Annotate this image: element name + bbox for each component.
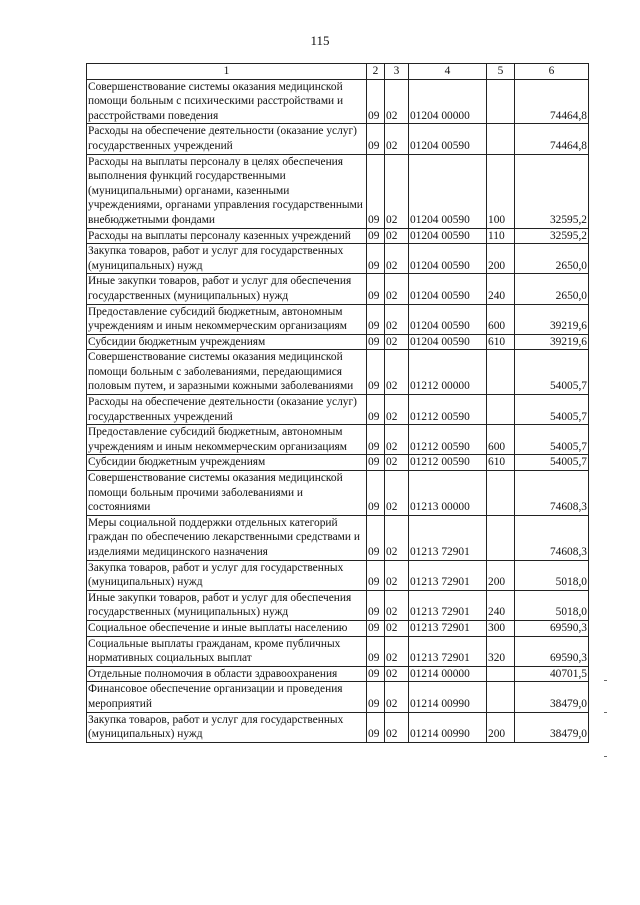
row-description: Расходы на выплаты персоналу в целях обеспечения выполнения функций государственными (муниципальными) органами, казенными учреждениями, органами управления государственными внебюджетными фондами xyxy=(87,154,367,228)
row-expense-type xyxy=(487,682,515,712)
row-target-code: 01214 00000 xyxy=(409,666,487,682)
column-header-4: 4 xyxy=(409,64,487,80)
row-target-code: 01204 00590 xyxy=(409,124,487,154)
table-row xyxy=(87,620,589,636)
row-description: Социальное обеспечение и иные выплаты населению xyxy=(87,620,367,636)
row-expense-type: 320 xyxy=(487,636,515,666)
row-target-code: 01213 72901 xyxy=(409,515,487,560)
budget-table xyxy=(86,63,589,743)
row-amount: 5018,0 xyxy=(515,560,589,590)
row-target-code: 01204 00590 xyxy=(409,228,487,244)
row-amount: 54005,7 xyxy=(515,350,589,395)
row-target-code: 01213 72901 xyxy=(409,590,487,620)
row-amount: 5018,0 xyxy=(515,590,589,620)
row-section: 09 xyxy=(367,636,385,666)
row-description: Меры социальной поддержки отдельных категорий граждан по обеспечению лекарственными средствами и изделиями медицинского назначения xyxy=(87,515,367,560)
row-expense-type: 610 xyxy=(487,334,515,350)
row-target-code: 01204 00000 xyxy=(409,79,487,124)
row-description: Совершенствование системы оказания медицинской помощи больным прочими заболеваниями и состояниями xyxy=(87,471,367,516)
row-amount: 38479,0 xyxy=(515,712,589,742)
row-expense-type: 600 xyxy=(487,425,515,455)
column-header-1: 1 xyxy=(87,64,367,80)
row-expense-type: 100 xyxy=(487,154,515,228)
page-number: 115 xyxy=(310,33,330,48)
row-subsection: 02 xyxy=(385,124,409,154)
row-target-code: 01214 00990 xyxy=(409,682,487,712)
row-subsection: 02 xyxy=(385,274,409,304)
table-row xyxy=(87,79,589,124)
row-subsection: 02 xyxy=(385,682,409,712)
row-description: Субсидии бюджетным учреждениям xyxy=(87,455,367,471)
table-row xyxy=(87,471,589,516)
row-target-code: 01212 00000 xyxy=(409,350,487,395)
row-section: 09 xyxy=(367,560,385,590)
row-subsection: 02 xyxy=(385,154,409,228)
row-expense-type xyxy=(487,124,515,154)
row-description: Закупка товаров, работ и услуг для государственных (муниципальных) нужд xyxy=(87,712,367,742)
table-row xyxy=(87,455,589,471)
row-target-code: 01204 00590 xyxy=(409,244,487,274)
row-target-code: 01213 72901 xyxy=(409,620,487,636)
row-expense-type xyxy=(487,395,515,425)
row-subsection: 02 xyxy=(385,590,409,620)
row-amount: 74608,3 xyxy=(515,471,589,516)
row-target-code: 01212 00590 xyxy=(409,455,487,471)
row-amount: 38479,0 xyxy=(515,682,589,712)
row-description: Иные закупки товаров, работ и услуг для обеспечения государственных (муниципальных) нужд xyxy=(87,590,367,620)
row-subsection: 02 xyxy=(385,334,409,350)
column-header-5: 5 xyxy=(487,64,515,80)
row-description: Субсидии бюджетным учреждениям xyxy=(87,334,367,350)
row-target-code: 01214 00990 xyxy=(409,712,487,742)
row-description: Социальные выплаты гражданам, кроме публичных нормативных социальных выплат xyxy=(87,636,367,666)
row-amount: 54005,7 xyxy=(515,455,589,471)
table-row xyxy=(87,425,589,455)
row-description: Иные закупки товаров, работ и услуг для обеспечения государственных (муниципальных) нужд xyxy=(87,274,367,304)
row-subsection: 02 xyxy=(385,560,409,590)
row-subsection: 02 xyxy=(385,79,409,124)
row-expense-type xyxy=(487,79,515,124)
row-expense-type: 240 xyxy=(487,590,515,620)
row-section: 09 xyxy=(367,350,385,395)
row-section: 09 xyxy=(367,79,385,124)
header-row xyxy=(87,64,589,80)
row-expense-type: 610 xyxy=(487,455,515,471)
row-description: Расходы на обеспечение деятельности (оказание услуг) государственных учреждений xyxy=(87,124,367,154)
row-target-code: 01213 72901 xyxy=(409,560,487,590)
row-amount: 74464,8 xyxy=(515,124,589,154)
row-section: 09 xyxy=(367,228,385,244)
row-subsection: 02 xyxy=(385,425,409,455)
row-target-code: 01213 72901 xyxy=(409,636,487,666)
row-expense-type: 200 xyxy=(487,560,515,590)
row-amount: 2650,0 xyxy=(515,244,589,274)
row-amount: 32595,2 xyxy=(515,154,589,228)
scan-mark xyxy=(604,712,607,713)
row-section: 09 xyxy=(367,395,385,425)
table-row xyxy=(87,666,589,682)
scan-mark xyxy=(604,756,607,757)
row-amount: 2650,0 xyxy=(515,274,589,304)
row-amount: 54005,7 xyxy=(515,425,589,455)
table-row xyxy=(87,515,589,560)
table-row xyxy=(87,244,589,274)
row-subsection: 02 xyxy=(385,395,409,425)
table-row xyxy=(87,304,589,334)
table-row xyxy=(87,124,589,154)
row-expense-type: 600 xyxy=(487,304,515,334)
row-subsection: 02 xyxy=(385,471,409,516)
row-section: 09 xyxy=(367,455,385,471)
row-expense-type: 300 xyxy=(487,620,515,636)
row-amount: 40701,5 xyxy=(515,666,589,682)
table-row xyxy=(87,560,589,590)
table-row xyxy=(87,228,589,244)
row-amount: 69590,3 xyxy=(515,620,589,636)
row-expense-type: 240 xyxy=(487,274,515,304)
row-section: 09 xyxy=(367,425,385,455)
table-row xyxy=(87,712,589,742)
row-section: 09 xyxy=(367,334,385,350)
row-description: Расходы на обеспечение деятельности (оказание услуг) государственных учреждений xyxy=(87,395,367,425)
table-row xyxy=(87,682,589,712)
row-expense-type: 200 xyxy=(487,244,515,274)
row-amount: 39219,6 xyxy=(515,334,589,350)
row-section: 09 xyxy=(367,620,385,636)
table-row xyxy=(87,590,589,620)
table-row xyxy=(87,395,589,425)
row-expense-type xyxy=(487,666,515,682)
row-subsection: 02 xyxy=(385,228,409,244)
column-header-2: 2 xyxy=(367,64,385,80)
row-section: 09 xyxy=(367,274,385,304)
column-header-6: 6 xyxy=(515,64,589,80)
row-description: Предоставление субсидий бюджетным, автономным учреждениям и иным некоммерческим организациям xyxy=(87,304,367,334)
row-description: Предоставление субсидий бюджетным, автономным учреждениям и иным некоммерческим организациям xyxy=(87,425,367,455)
row-section: 09 xyxy=(367,304,385,334)
row-section: 09 xyxy=(367,682,385,712)
table-row xyxy=(87,636,589,666)
row-description: Расходы на выплаты персоналу казенных учреждений xyxy=(87,228,367,244)
row-expense-type xyxy=(487,515,515,560)
row-subsection: 02 xyxy=(385,244,409,274)
row-target-code: 01204 00590 xyxy=(409,334,487,350)
row-subsection: 02 xyxy=(385,636,409,666)
column-header-3: 3 xyxy=(385,64,409,80)
row-description: Совершенствование системы оказания медицинской помощи больным с заболеваниями, передающимися половым путем, и заразными кожными заболеваниями xyxy=(87,350,367,395)
row-target-code: 01213 00000 xyxy=(409,471,487,516)
row-description: Отдельные полномочия в области здравоохранения xyxy=(87,666,367,682)
row-amount: 39219,6 xyxy=(515,304,589,334)
row-amount: 54005,7 xyxy=(515,395,589,425)
row-subsection: 02 xyxy=(385,620,409,636)
row-subsection: 02 xyxy=(385,666,409,682)
row-description: Совершенствование системы оказания медицинской помощи больным с психическими расстройствами и расстройствами поведения xyxy=(87,79,367,124)
row-target-code: 01204 00590 xyxy=(409,304,487,334)
row-section: 09 xyxy=(367,712,385,742)
row-target-code: 01212 00590 xyxy=(409,425,487,455)
table-row xyxy=(87,334,589,350)
row-section: 09 xyxy=(367,515,385,560)
table-row xyxy=(87,350,589,395)
row-section: 09 xyxy=(367,590,385,620)
table-row xyxy=(87,154,589,228)
row-expense-type xyxy=(487,350,515,395)
row-expense-type: 200 xyxy=(487,712,515,742)
row-section: 09 xyxy=(367,154,385,228)
row-description: Закупка товаров, работ и услуг для государственных (муниципальных) нужд xyxy=(87,244,367,274)
row-section: 09 xyxy=(367,244,385,274)
row-subsection: 02 xyxy=(385,712,409,742)
row-section: 09 xyxy=(367,666,385,682)
table-row xyxy=(87,274,589,304)
row-target-code: 01204 00590 xyxy=(409,274,487,304)
row-subsection: 02 xyxy=(385,304,409,334)
row-subsection: 02 xyxy=(385,515,409,560)
row-subsection: 02 xyxy=(385,350,409,395)
row-amount: 74464,8 xyxy=(515,79,589,124)
row-description: Закупка товаров, работ и услуг для государственных (муниципальных) нужд xyxy=(87,560,367,590)
row-amount: 69590,3 xyxy=(515,636,589,666)
row-expense-type xyxy=(487,471,515,516)
row-section: 09 xyxy=(367,471,385,516)
row-expense-type: 110 xyxy=(487,228,515,244)
row-amount: 74608,3 xyxy=(515,515,589,560)
row-description: Финансовое обеспечение организации и проведения мероприятий xyxy=(87,682,367,712)
scan-mark xyxy=(604,680,607,681)
row-target-code: 01204 00590 xyxy=(409,154,487,228)
row-target-code: 01212 00590 xyxy=(409,395,487,425)
row-section: 09 xyxy=(367,124,385,154)
row-amount: 32595,2 xyxy=(515,228,589,244)
row-subsection: 02 xyxy=(385,455,409,471)
